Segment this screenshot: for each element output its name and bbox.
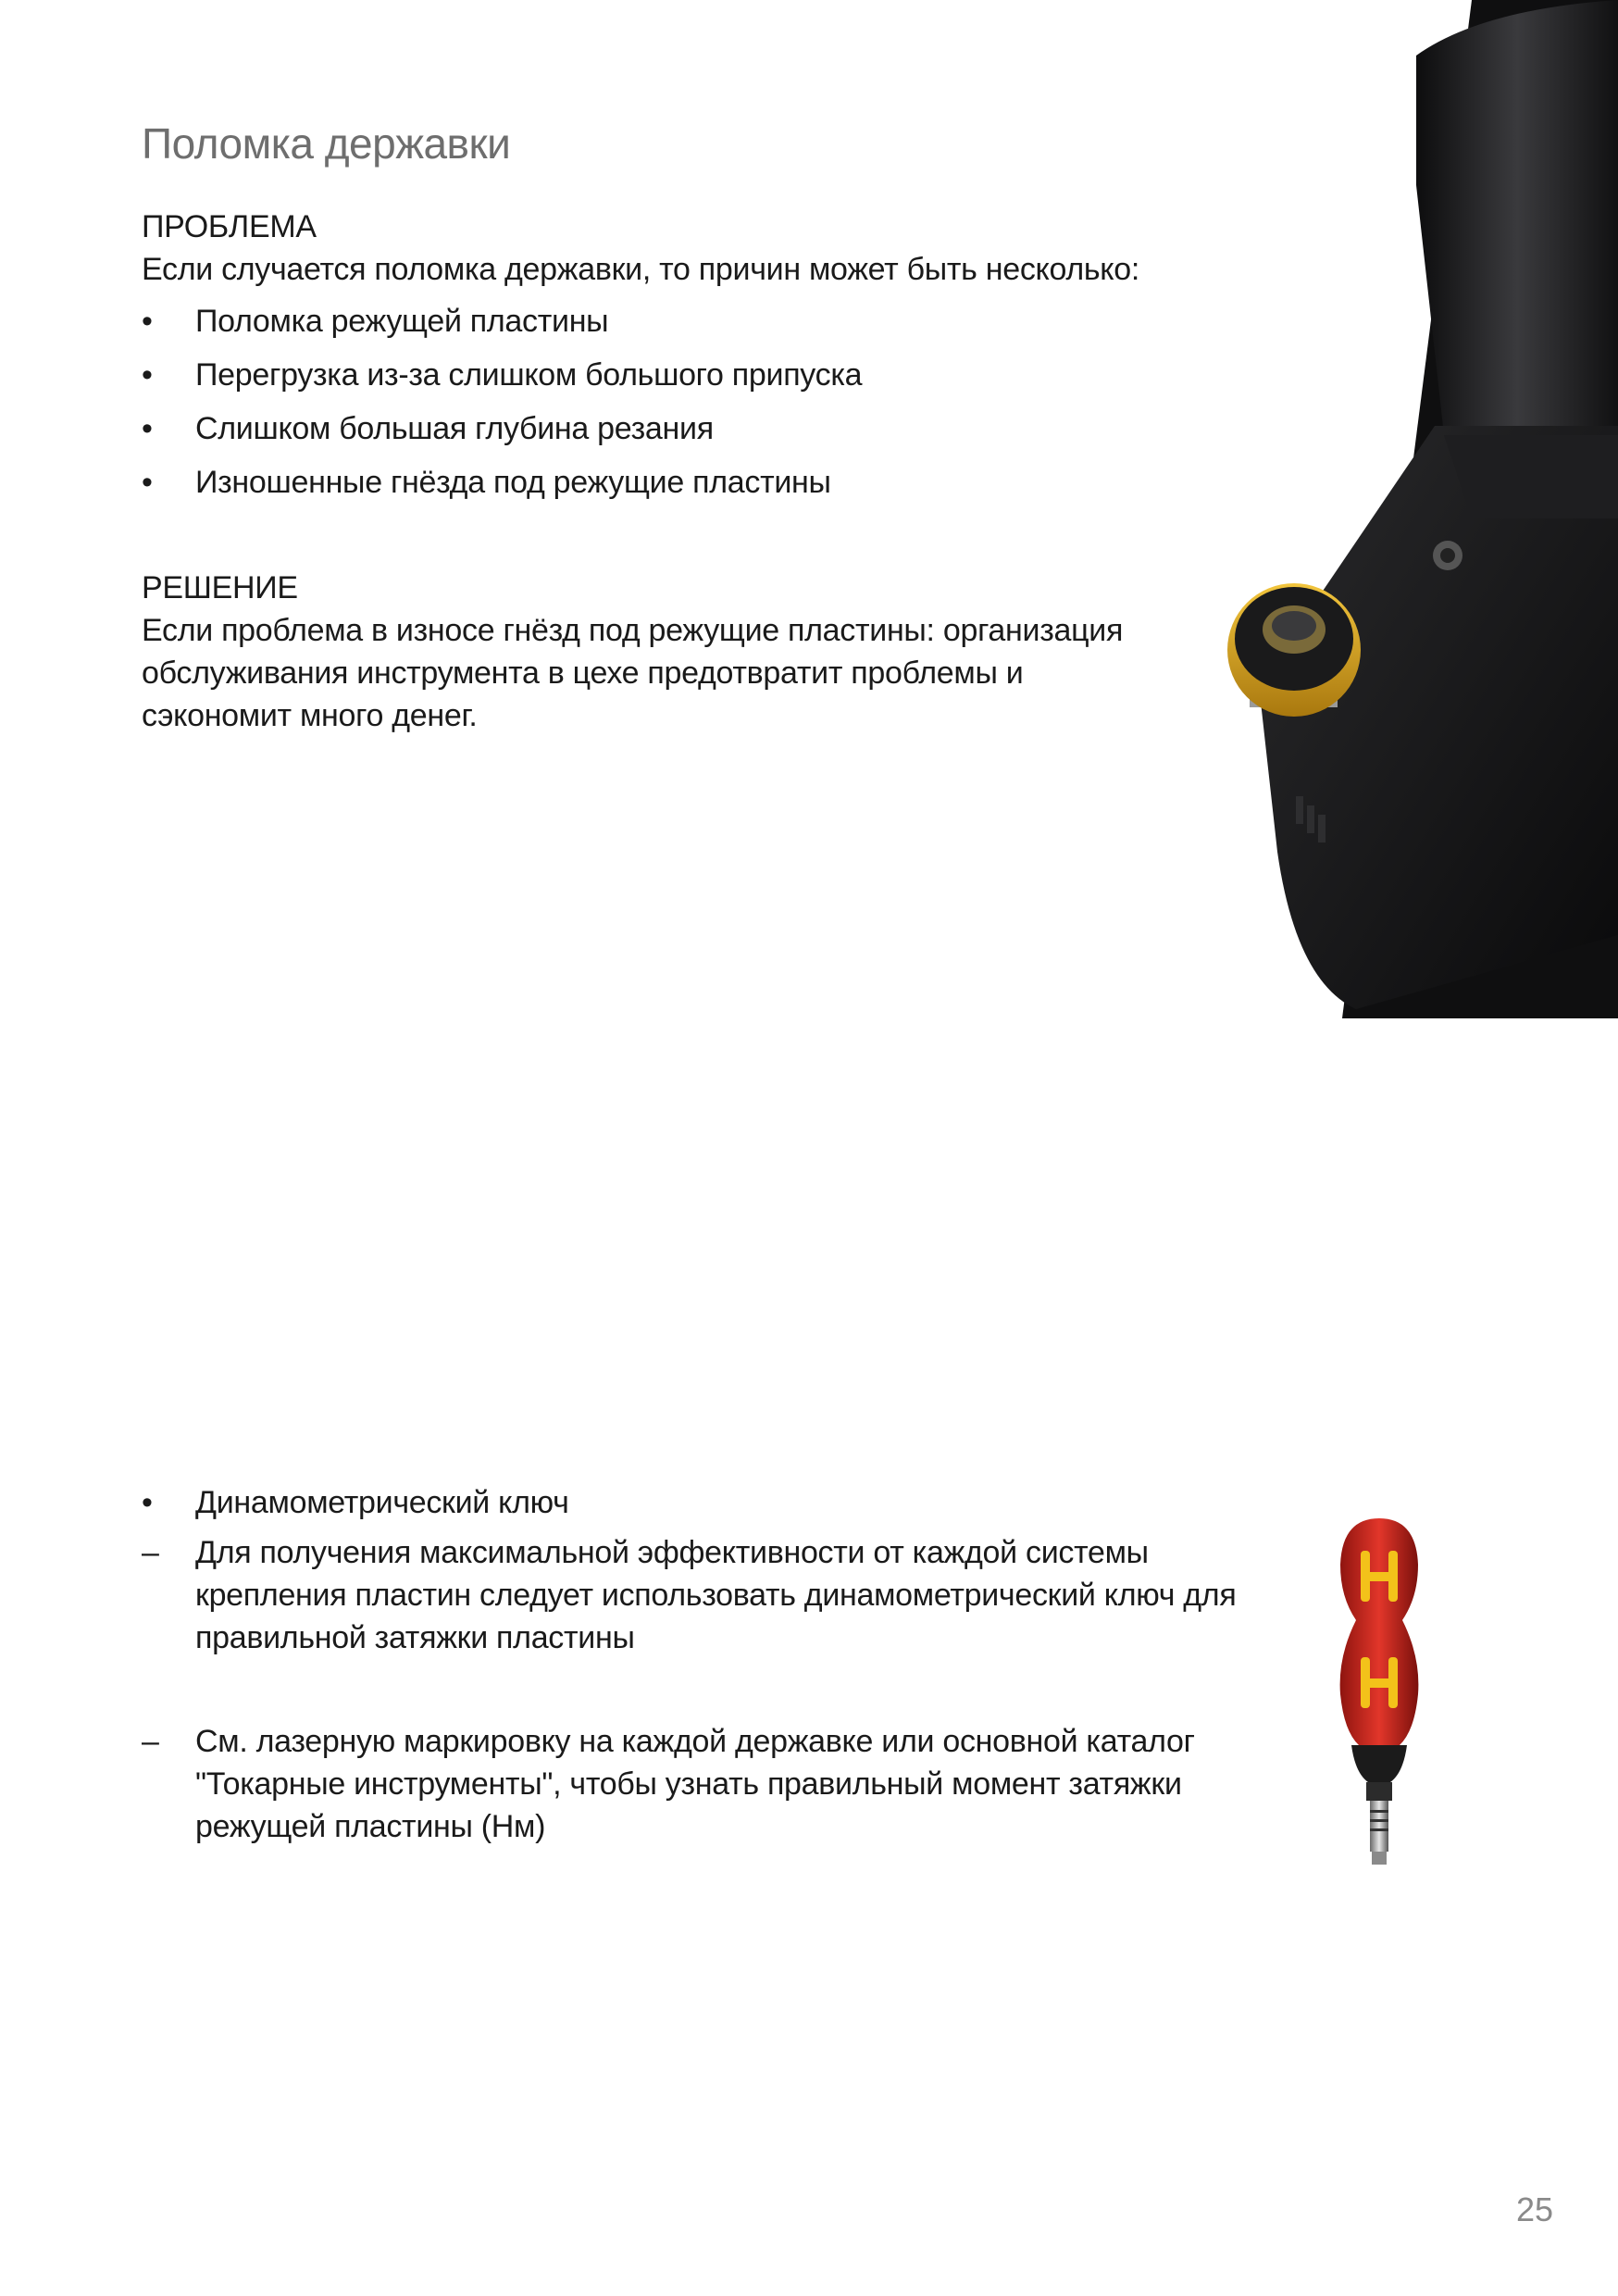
list-item-line: См. лазерную маркировку на каждой державке или основной каталог xyxy=(195,1724,1195,1759)
solution-heading: РЕШЕНИЕ xyxy=(142,570,298,605)
problem-intro: Если случается поломка державки, то причин может быть несколько: xyxy=(142,252,1139,287)
list-item-text: Поломка режущей пластины xyxy=(195,304,609,339)
list-item xyxy=(142,1720,1252,1848)
dash-marker: – xyxy=(142,1724,159,1759)
list-item xyxy=(142,300,1160,343)
bullet-marker: • xyxy=(142,304,153,339)
bullet-marker: • xyxy=(142,465,153,500)
list-item-line: Для получения максимальной эффективности от каждой системы xyxy=(195,1535,1149,1570)
list-item xyxy=(142,407,1160,450)
torque-list xyxy=(142,1481,1252,1848)
bullet-marker: • xyxy=(142,1485,153,1520)
solution-section xyxy=(142,567,1160,737)
bullet-marker: • xyxy=(142,357,153,393)
list-item-line: крепления пластин следует использовать динамометрический ключ для xyxy=(195,1578,1237,1613)
page-number: 25 xyxy=(1515,2190,1553,2228)
torque-screwdriver-illustration xyxy=(1314,1509,1444,1870)
list-item xyxy=(142,461,1160,504)
dash-marker: – xyxy=(142,1535,159,1570)
tool-holder-illustration xyxy=(1194,0,1618,1018)
list-item-line: правильной затяжки пластины xyxy=(195,1620,635,1655)
solution-line: сэкономит много денег. xyxy=(142,698,478,733)
problem-heading: ПРОБЛЕМА xyxy=(142,209,317,244)
problem-section xyxy=(142,206,1160,515)
list-item xyxy=(142,354,1160,396)
solution-line: Если проблема в износе гнёзд под режущие пластины: организация xyxy=(142,613,1124,648)
page-title: Поломка державки xyxy=(142,119,511,168)
list-item xyxy=(142,1531,1252,1659)
list-item-line: режущей пластины (Нм) xyxy=(195,1809,546,1844)
list-item xyxy=(142,1481,1252,1524)
problem-list xyxy=(142,300,1160,504)
torque-section xyxy=(142,1481,1252,1859)
torque-title: Динамометрический ключ xyxy=(195,1485,569,1520)
solution-line: обслуживания инструмента в цехе предотвратит проблемы и xyxy=(142,655,1024,691)
list-item-line: "Токарные инструменты", чтобы узнать правильный момент затяжки xyxy=(195,1766,1182,1802)
list-item-text: Изношенные гнёзда под режущие пластины xyxy=(195,465,831,500)
list-item-text: Перегрузка из-за слишком большого припуска xyxy=(195,357,863,393)
bullet-marker: • xyxy=(142,411,153,446)
list-item-text: Слишком большая глубина резания xyxy=(195,411,714,446)
